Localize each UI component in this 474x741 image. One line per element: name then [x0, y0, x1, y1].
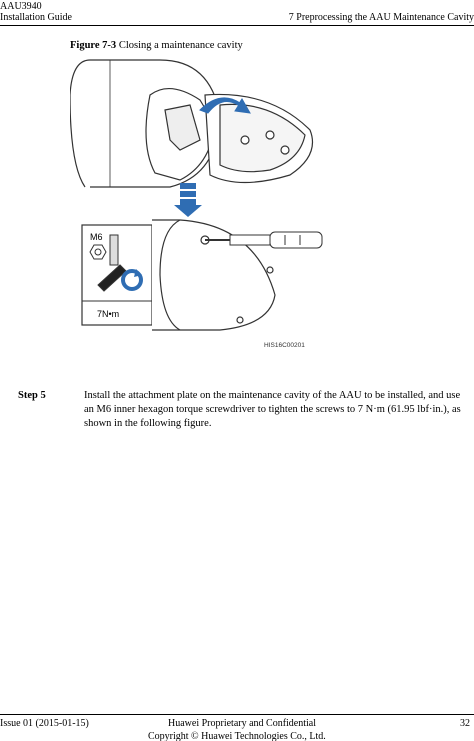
cavity-open-drawing [70, 60, 313, 187]
footer-copyright: Copyright © Huawei Technologies Co., Ltd. [148, 731, 326, 741]
inset-bolt-label: M6 [90, 232, 103, 242]
figure-caption [70, 40, 243, 51]
figure-title: Closing a maintenance cavity [118, 40, 243, 51]
header-chapter-title: 7 Preprocessing the AAU Maintenance Cavity [288, 12, 474, 23]
page-number: 32 [460, 718, 470, 729]
figure-number: Figure 7-3 [70, 40, 117, 51]
step-text: Install the attachment plate on the maintenance cavity of the AAU to be installed, and use an M6 inner hexagon torque screwdriver to tighten the screws to 7 N·m (61.95 lbf·in.), as shown in the following figure. [84, 390, 461, 429]
figure-illustration [70, 55, 340, 355]
tool-inset [82, 225, 152, 325]
inset-torque-label: 7N•m [97, 309, 120, 319]
footer-rule [0, 714, 474, 715]
header-guide-title: Installation Guide [0, 12, 72, 23]
header-product: AAU3940 [0, 1, 42, 12]
footer-issue: Issue 01 (2015-01-15) [0, 718, 89, 729]
image-code: HIS16C00201 [264, 342, 305, 349]
footer-confidential: Huawei Proprietary and Confidential [168, 718, 317, 729]
step-label: Step 5 [18, 390, 46, 401]
down-arrow-icon [174, 183, 202, 217]
header-rule [0, 25, 474, 26]
